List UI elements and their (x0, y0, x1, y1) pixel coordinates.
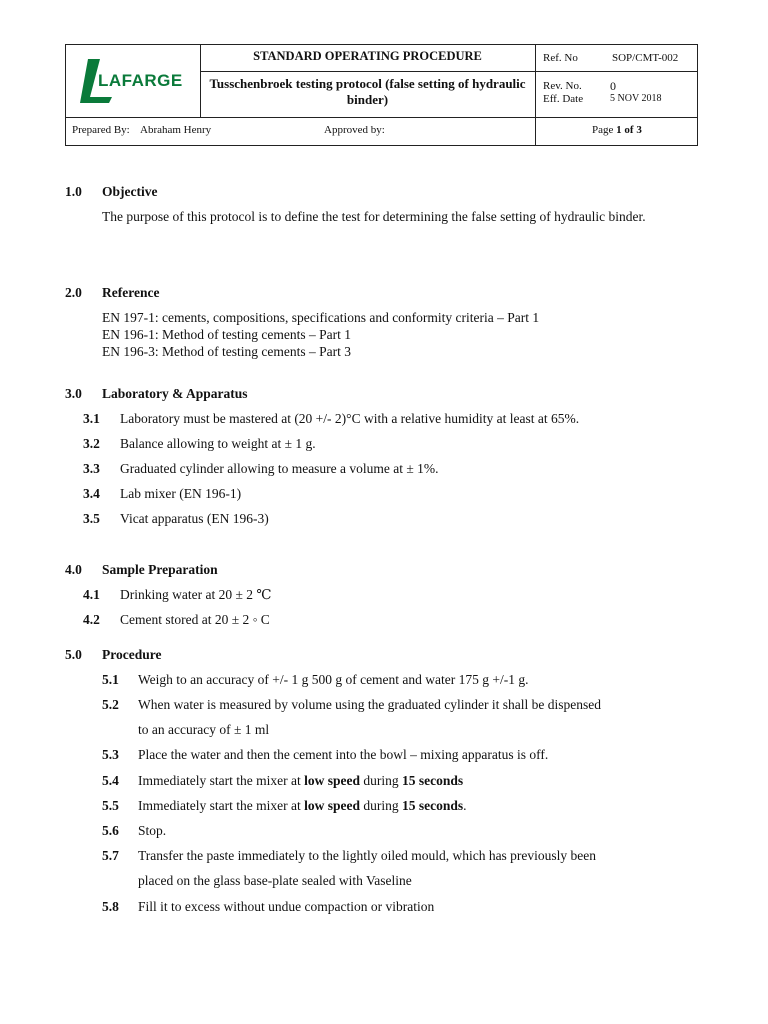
item-number: 3.1 (83, 411, 100, 426)
rev-value: 0 (610, 79, 616, 93)
item-number: 5.5 (102, 798, 119, 813)
reference-line: EN 197-1: cements, compositions, specifications and conformity criteria – Part 1 (102, 310, 540, 325)
item-number: 5.4 (102, 773, 119, 788)
company-logo (78, 57, 196, 105)
item-text: Cement stored at 20 ± 2 ◦ C (120, 612, 270, 627)
item-text: Vicat apparatus (EN 196-3) (120, 511, 269, 526)
divider (200, 71, 697, 72)
item-number: 5.7 (102, 848, 119, 863)
prepared-by-label: Prepared By: (72, 124, 130, 136)
objective-text: The purpose of this protocol is to define the test for determining the false setting of hydraulic binder. (102, 209, 646, 224)
divider (535, 45, 536, 145)
item-text: Drinking water at 20 ± 2 ℃ (120, 587, 272, 602)
section-number: 5.0 (65, 647, 82, 662)
prepared-by-value: Abraham Henry (140, 124, 212, 136)
item-text: Stop. (138, 823, 167, 838)
item-text-continued: placed on the glass base-plate sealed with Vaseline (138, 873, 412, 888)
item-number: 3.5 (83, 511, 100, 526)
logo-text: LAFARGE (98, 71, 183, 90)
item-text: Immediately start the mixer at low speed during 15 seconds (138, 773, 464, 788)
item-text: Immediately start the mixer at low speed during 15 seconds. (138, 798, 467, 813)
section-title-reference: Reference (102, 285, 160, 300)
item-text: Weigh to an accuracy of +/- 1 g 500 g of cement and water 175 g +/-1 g. (138, 672, 529, 687)
item-text: When water is measured by volume using the graduated cylinder it shall be dispensed (138, 697, 601, 712)
item-number: 5.8 (102, 899, 119, 914)
approved-by-label: Approved by: (324, 124, 385, 136)
item-text: Transfer the paste immediately to the lightly oiled mould, which has previously been (138, 848, 597, 863)
reference-line: EN 196-3: Method of testing cements – Part 3 (102, 344, 351, 359)
item-number: 5.1 (102, 672, 119, 687)
page-indicator: Page 1 of 3 (592, 124, 642, 136)
section-number: 1.0 (65, 184, 82, 199)
section-number: 2.0 (65, 285, 82, 300)
item-number: 5.6 (102, 823, 119, 838)
section-number: 3.0 (65, 386, 82, 401)
document-header (65, 44, 698, 146)
item-number: 4.1 (83, 587, 100, 602)
item-text: Balance allowing to weight at ± 1 g. (120, 436, 316, 451)
item-number: 3.4 (83, 486, 100, 501)
item-text: Graduated cylinder allowing to measure a volume at ± 1%. (120, 461, 439, 476)
item-text: Laboratory must be mastered at (20 +/- 2)°C with a relative humidity at least at 65%. (120, 411, 580, 426)
item-text-continued: to an accuracy of ± 1 ml (138, 722, 270, 737)
ref-label: Ref. No (543, 52, 578, 64)
eff-date-label: Eff. Date (543, 93, 584, 105)
section-title-procedure: Procedure (102, 647, 162, 662)
item-text: Place the water and then the cement into the bowl – mixing apparatus is off. (138, 747, 549, 762)
sop-label: STANDARD OPERATING PROCEDURE (253, 49, 482, 63)
ref-value: SOP/CMT-002 (612, 52, 679, 64)
item-number: 5.3 (102, 747, 119, 762)
item-number: 5.2 (102, 697, 119, 712)
item-text: Lab mixer (EN 196-1) (120, 486, 242, 501)
item-text: Fill it to excess without undue compaction or vibration (138, 899, 435, 914)
section-number: 4.0 (65, 562, 82, 577)
reference-line: EN 196-1: Method of testing cements – Part 1 (102, 327, 351, 342)
eff-date-value: 5 NOV 2018 (610, 93, 662, 104)
section-title-sample: Sample Preparation (102, 562, 218, 577)
item-number: 3.3 (83, 461, 100, 476)
item-number: 4.2 (83, 612, 100, 627)
rev-label: Rev. No. (543, 80, 582, 92)
item-number: 3.2 (83, 436, 100, 451)
section-title-lab: Laboratory & Apparatus (102, 386, 248, 401)
section-title-objective: Objective (102, 184, 158, 199)
document-title: Tusschenbroek testing protocol (false setting of hydraulic binder) (209, 76, 526, 107)
divider (66, 117, 697, 118)
